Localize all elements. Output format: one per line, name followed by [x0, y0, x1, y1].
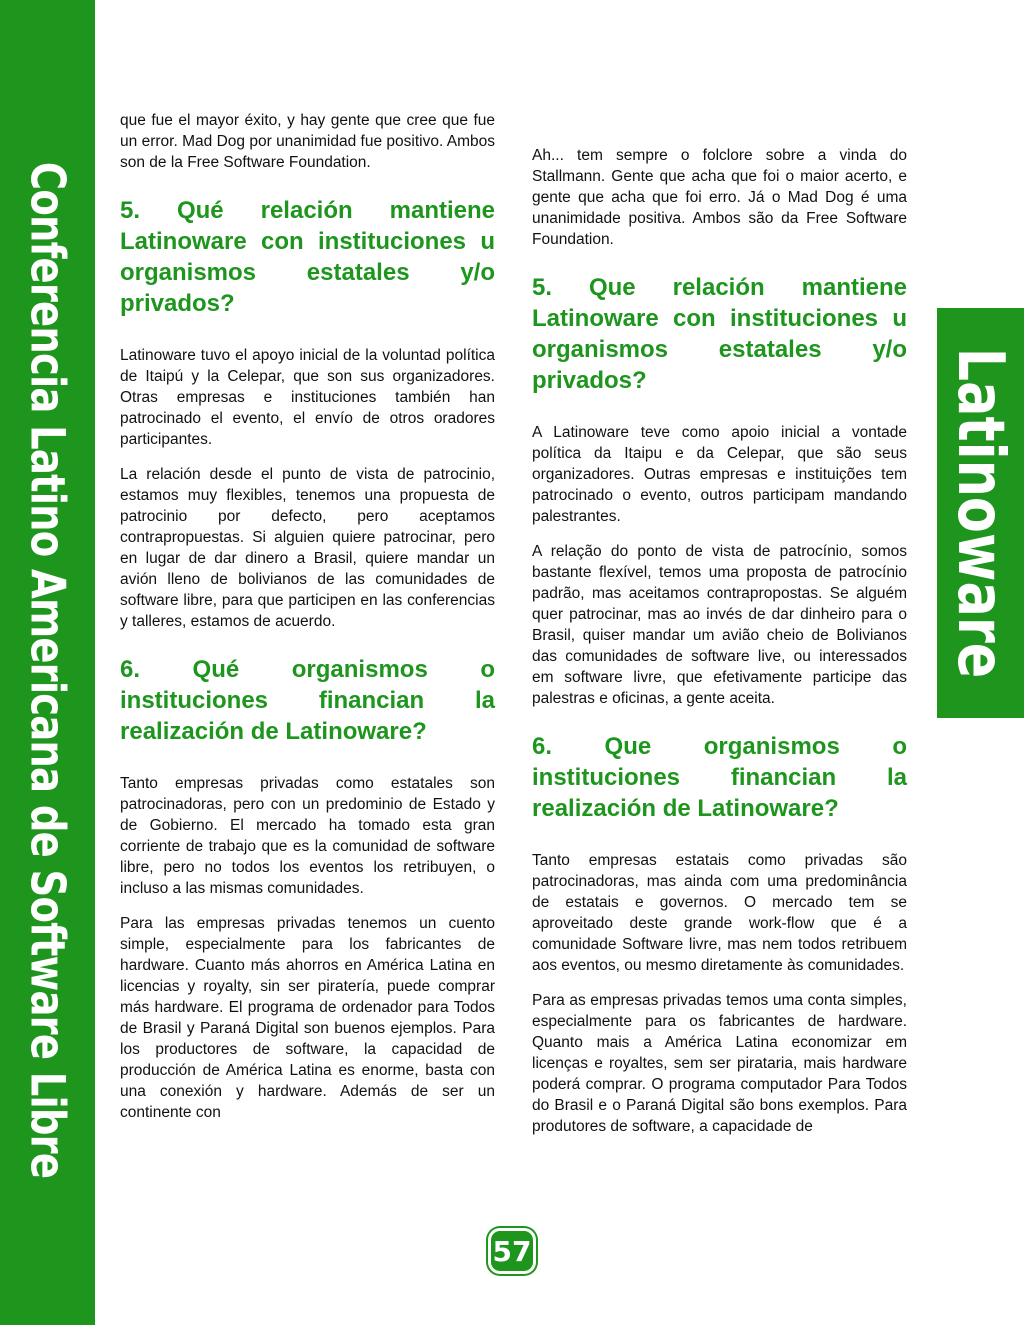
- question-heading: 6. Qué organismos o instituciones financian la realización de Latinoware?: [120, 656, 495, 745]
- paragraph: que fue el mayor éxito, y hay gente que cree que fue un error. Mad Dog por unanimidad fue positivo. Ambos son de la Free Software Foundation.: [120, 112, 495, 171]
- paragraph: A Latinoware teve como apoio inicial a vontade política da Itaipu e da Celepar, que são seus organizadores. Outras empresas e instituições tem patrocinado o evento, outros participam mandando palestrantes.: [532, 424, 907, 525]
- side-banner-title: Conferencia Latino Americana de Software Libre: [19, 161, 75, 1179]
- section-tab-label: Latinoware: [943, 347, 1017, 679]
- paragraph: La relación desde el punto de vista de patrocinio, estamos muy flexibles, tenemos una propuesta de patrocinio por defecto, pero aceptamos contrapropuestas. Si alguien quiere patrocinar, pero en lugar de dar dinero a Brasil, quiere mandar un avión lleno de bolivianos de las comunidades de software libre, para que participen en las conferencias y talleres, estamos de acuerdo.: [120, 466, 495, 630]
- paragraph: Para as empresas privadas temos uma conta simples, especialmente para os fabricantes de hardware. Quanto mais a América Latina economizar em licenças e royaltes, sem ser pirataria, mais hardware poderá comprar. O programa computador Para Todos do Brasil e o Paraná Digital são bons exemplos. Para produtores de software, a capacidade de: [532, 992, 907, 1135]
- paragraph: Tanto empresas privadas como estatales son patrocinadoras, pero con un predominio de Estado y de Gobierno. El mercado ha tomado esta gran corriente de trabajo que es la comunidad de software libre, pero no todos los eventos los retribuyen, o incluso a las mismas comunidades.: [120, 775, 495, 897]
- question-heading: 5. Que relación mantiene Latinoware con instituciones u organismos estatales y/o privados?: [532, 274, 907, 394]
- section-tab: [937, 308, 1024, 718]
- paragraph: Tanto empresas estatais como privadas são patrocinadoras, mas ainda com uma predominância de estatais e governos. O mercado tem se aproveitado deste grande work-flow que é a comunidade Software livre, mas nem todos retribuem aos eventos, ou mesmo diretamente às comunidades.: [532, 852, 907, 974]
- question-heading: 6. Que organismos o instituciones financian la realización de Latinoware?: [532, 733, 907, 822]
- side-banner: [0, 0, 95, 1325]
- paragraph: A relação do ponto de vista de patrocínio, somos bastante flexível, temos uma proposta de patrocínio padrão, mas aceitamos contrapropostas. Se alguém quer patrocinar, mas ao invés de dar dinheiro para o Brasil, quiser mandar um avião cheio de Bolivianos das comunidades de software live, ou interessados em software livre, que efetivamente participe das palestras e oficinas, a gente aceita.: [532, 543, 907, 707]
- paragraph: Para las empresas privadas tenemos un cuento simple, especialmente para los fabricantes de hardware. Cuanto más ahorros en América Latina en licencias y royalty, sin ser piratería, puede comprar más hardware. El programa de ordenador para Todos de Brasil y Paraná Digital son buenos ejemplos. Para los productores de software, la capacidad de producción de América Latina es enorme, basta con una conexión y hardware. Además de ser un continente con: [120, 915, 495, 1121]
- paragraph: Ah... tem sempre o folclore sobre a vinda do Stallmann. Gente que acha que foi o maior acerto, e gente que acha que foi erro. Já o Mad Dog é uma unanimidade positiva. Ambos são da Free Software Foundation.: [532, 147, 907, 248]
- portuguese-column: [532, 145, 907, 1151]
- spanish-column: [120, 110, 495, 1137]
- page-number-badge: 57: [488, 1228, 536, 1274]
- question-heading: 5. Qué relación mantiene Latinoware con instituciones u organismos estatales y/o privados?: [120, 197, 495, 317]
- paragraph: Latinoware tuvo el apoyo inicial de la voluntad política de Itaipú y la Celepar, que son sus organizadores. Otras empresas e instituciones también han patrocinado el evento, el envío de otros oradores participantes.: [120, 347, 495, 448]
